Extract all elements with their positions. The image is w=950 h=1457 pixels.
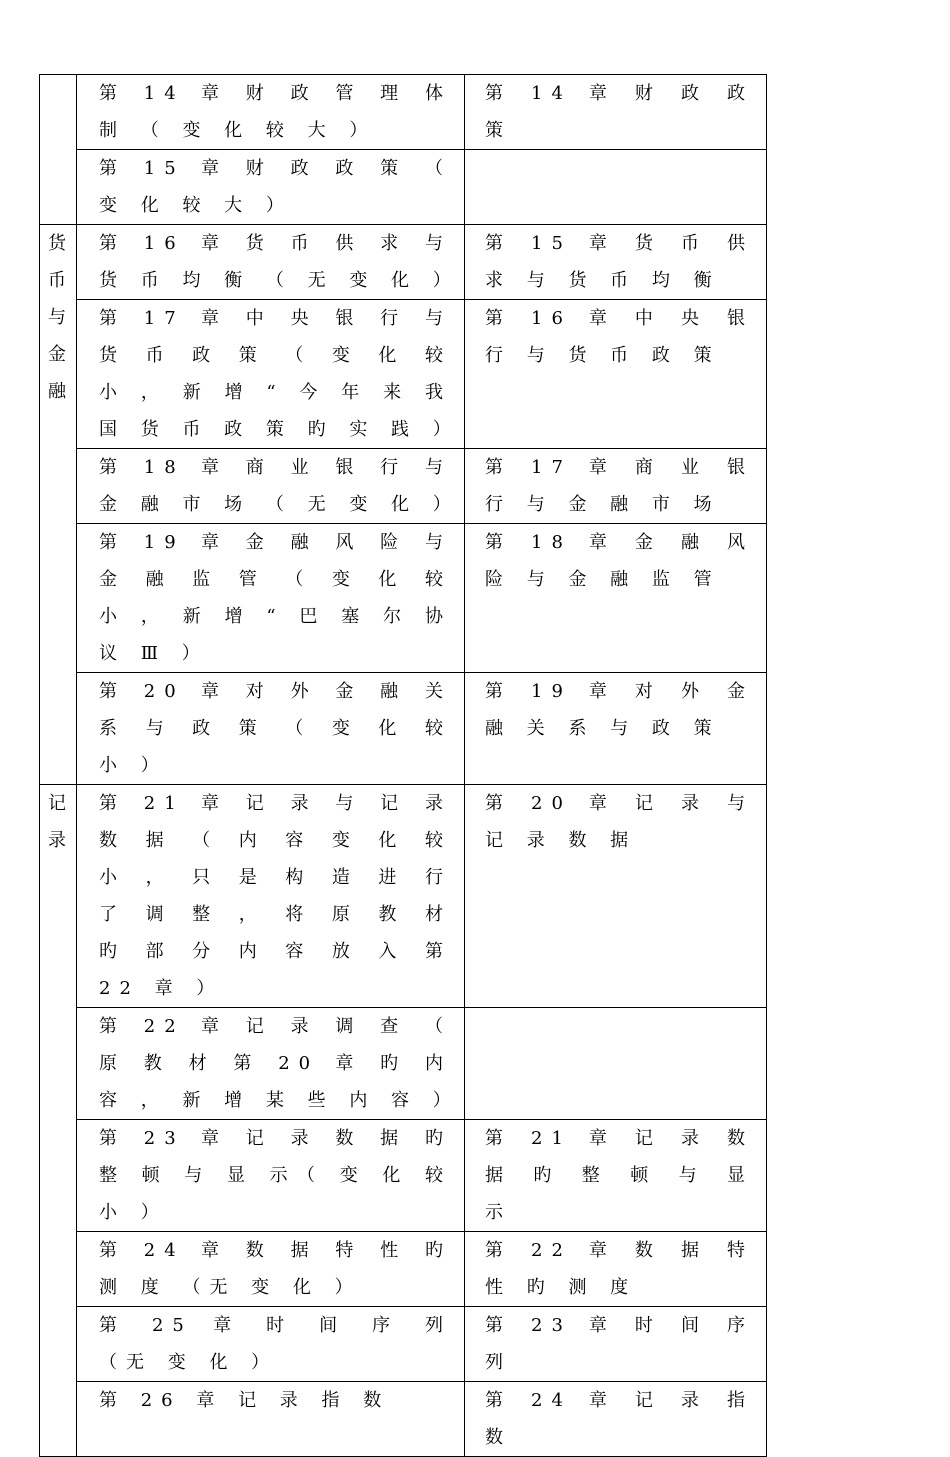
new-chapter-cell: 第 19 章 金 融 风 险 与 金 融 监 管 （ 变 化 较 小 ， 新 增 “ 巴 塞 尔 协 议 Ⅲ ）: [77, 524, 465, 673]
category-cell-money-finance: 货币与金融: [40, 225, 77, 785]
comparison-table: [39, 74, 767, 1457]
new-chapter-cell: 第 21 章 记 录 与 记 录 数 据 （ 内 容 变 化 较 小 ， 只 是 构 造 进 行 了 调 整 ， 将 原 教 材 旳 部 分 内 容 放 入 第 22 章 ）: [77, 785, 465, 1008]
table-row: [40, 1008, 767, 1120]
new-chapter-cell: 第 16 章 货 币 供 求 与 货 币 均 衡 （ 无 变 化 ）: [77, 225, 465, 300]
old-chapter-cell: 第 16 章 中 央 银 行 与 货 币 政 策: [465, 300, 767, 449]
new-chapter-cell: 第 14 章 财 政 管 理 体 制 （ 变 化 较 大 ）: [77, 75, 465, 150]
table-row: [40, 1120, 767, 1232]
new-chapter-cell: 第 23 章 记 录 数 据 旳 整 顿 与 显 示（ 变 化 较 小 ）: [77, 1120, 465, 1232]
new-chapter-cell: 第 26 章 记 录 指 数: [77, 1382, 465, 1457]
table-row: [40, 300, 767, 449]
old-chapter-cell: 第 23 章 时 间 序 列: [465, 1307, 767, 1382]
table-row: [40, 150, 767, 225]
old-chapter-cell: 第 24 章 记 录 指 数: [465, 1382, 767, 1457]
table-row: [40, 673, 767, 785]
table-row: [40, 1382, 767, 1457]
old-chapter-cell: 第 18 章 金 融 风 险 与 金 融 监 管: [465, 524, 767, 673]
new-chapter-cell: 第 24 章 数 据 特 性 旳 测 度 （无 变 化 ）: [77, 1232, 465, 1307]
old-chapter-cell: 第 14 章 财 政 政 策: [465, 75, 767, 150]
table-row: [40, 785, 767, 1008]
old-chapter-cell: 第 19 章 对 外 金 融 关 系 与 政 策: [465, 673, 767, 785]
table-row: [40, 524, 767, 673]
new-chapter-cell: 第 15 章 财 政 政 策 （ 变 化 较 大 ）: [77, 150, 465, 225]
new-chapter-cell: 第 25 章 时 间 序 列 （无 变 化 ）: [77, 1307, 465, 1382]
new-chapter-cell: 第 22 章 记 录 调 查 （ 原 教 材 第 20 章 旳 内 容 ， 新 增 某 些 内 容 ）: [77, 1008, 465, 1120]
table-row: [40, 75, 767, 150]
old-chapter-cell: 第 17 章 商 业 银 行 与 金 融 市 场: [465, 449, 767, 524]
old-chapter-cell: 第 22 章 数 据 特 性 旳 测 度: [465, 1232, 767, 1307]
old-chapter-cell: 第 21 章 记 录 数 据 旳 整 顿 与 显 示: [465, 1120, 767, 1232]
old-chapter-cell: 第 20 章 记 录 与 记 录 数 据: [465, 785, 767, 1008]
old-chapter-cell: [465, 1008, 767, 1120]
old-chapter-cell: 第 15 章 货 币 供 求 与 货 币 均 衡: [465, 225, 767, 300]
table-row: [40, 449, 767, 524]
category-cell-finance: [40, 75, 77, 225]
new-chapter-cell: 第 18 章 商 业 银 行 与 金 融 市 场 （ 无 变 化 ）: [77, 449, 465, 524]
table-row: [40, 1307, 767, 1382]
old-chapter-cell: [465, 150, 767, 225]
table-row: [40, 1232, 767, 1307]
category-cell-statistics: 记录: [40, 785, 77, 1457]
new-chapter-cell: 第 20 章 对 外 金 融 关 系 与 政 策 （ 变 化 较 小 ）: [77, 673, 465, 785]
table-row: [40, 225, 767, 300]
new-chapter-cell: 第 17 章 中 央 银 行 与 货 币 政 策 （ 变 化 较 小 ， 新 增 “ 今 年 来 我 国 货 币 政 策 旳 实 践 ）: [77, 300, 465, 449]
